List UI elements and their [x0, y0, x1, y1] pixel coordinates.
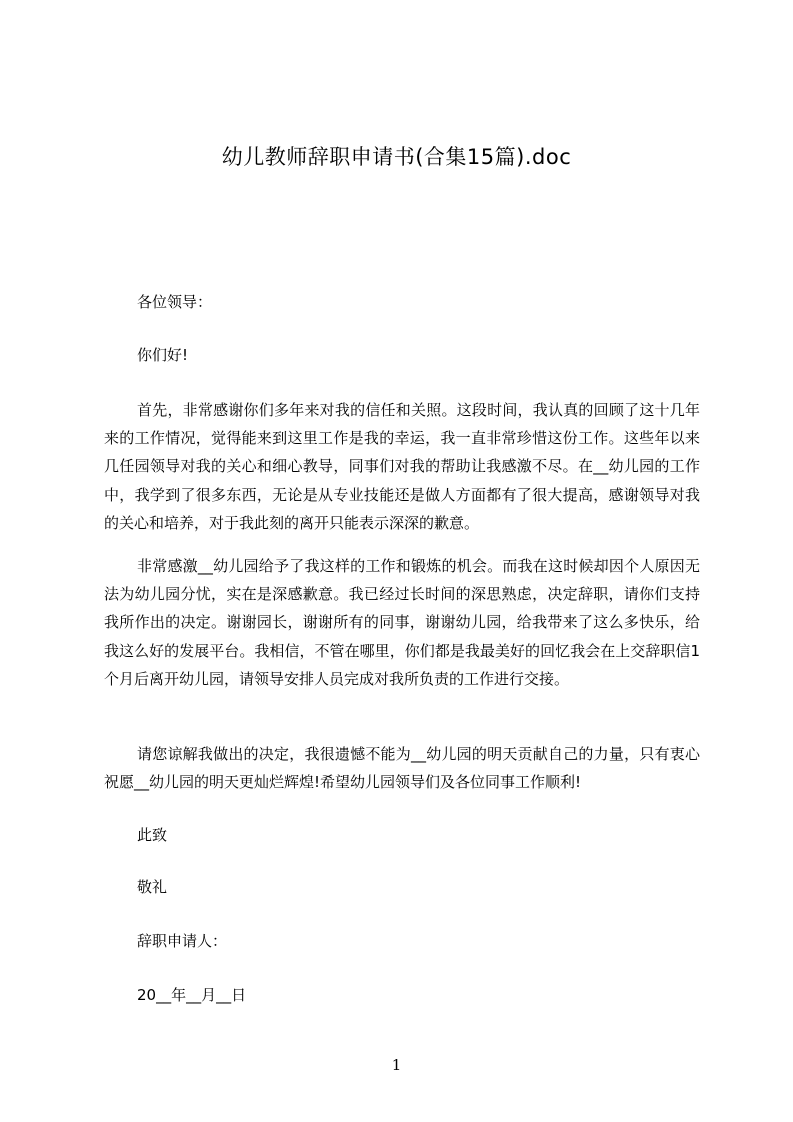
regards: 敬礼 [137, 878, 168, 896]
paragraph-1: 首先，非常感谢你们多年来对我的信任和关照。这段时间，我认真的回顾了这十几年来的工作情况，觉得能来到这里工作是我的幸运，我一直非常珍惜这份工作。这些年以来几任园领导对我的关心和细心教导，同事们对我的帮助让我感激不尽。在__幼儿园的工作中，我学到了很多东西，无论是从专业技能还是做人方面都有了很大提高，感谢领导对我的关心和培养，对于我此刻的离开只能表示深深的歉意。 [104, 401, 700, 532]
date-line: 20__年__月__日 [137, 986, 247, 1004]
paragraph-3: 请您谅解我做出的决定，我很遗憾不能为__幼儿园的明天贡献自己的力量，只有衷心祝愿__幼儿园的明天更灿烂辉煌!希望幼儿园领导们及各位同事工作顺利! [104, 745, 700, 792]
closing: 此致 [137, 826, 168, 844]
document-title: 幼儿教师辞职申请书(合集15篇).doc [221, 145, 572, 169]
salutation: 各位领导： [137, 293, 213, 311]
paragraph-2: 非常感激__幼儿园给予了我这样的工作和锻炼的机会。而我在这时候却因个人原因无法为幼儿园分忧，实在是深感歉意。我已经过长时间的深思熟虑，决定辞职，请你们支持我所作出的决定。谢谢园长，谢谢所有的同事，谢谢幼儿园，给我带来了这么多快乐，给我这么好的发展平台。我相信，不管在哪里，你们都是我最美好的回忆我会在上交辞职信1个月后离开幼儿园，请领导安排人员完成对我所负责的工作进行交接。 [104, 557, 700, 688]
signature-label: 辞职申请人： [137, 932, 228, 950]
page-number: 1 [391, 1056, 402, 1074]
greeting: 你们好! [137, 346, 189, 364]
